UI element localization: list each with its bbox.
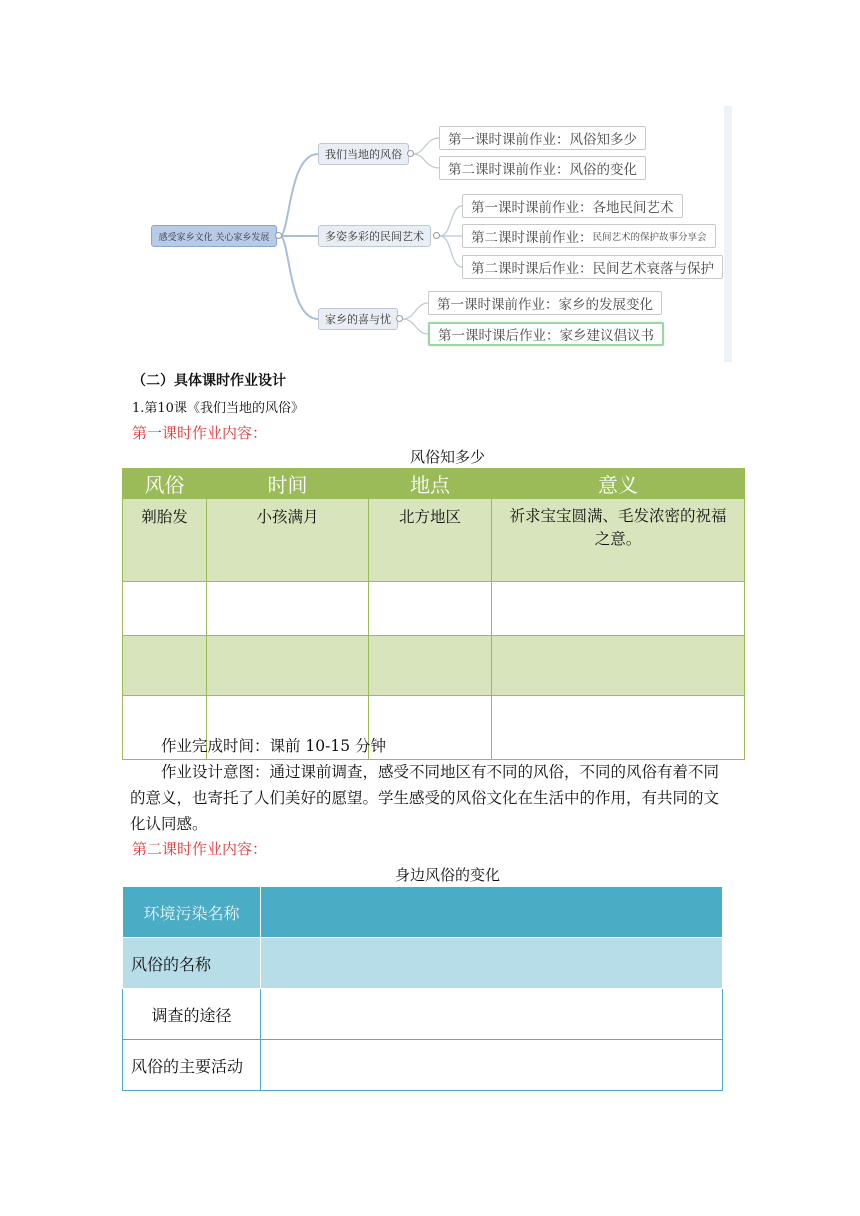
- table-cell: 小孩满月: [207, 499, 369, 582]
- design-intent: 作业设计意图：通过课前调查，感受不同地区有不同的风俗，不同的风俗有着不同的意义，也寄托了人们美好的愿望。学生感受的风俗文化在生活中的作用，有共同的文化认同感。: [130, 763, 720, 833]
- table-cell-label: 调查的途径: [123, 989, 261, 1040]
- period2-heading: 第二课时作业内容：: [132, 840, 268, 858]
- mind-map-leaf[interactable]: 第一课时课前作业：各地民间艺术: [462, 194, 683, 218]
- collapse-toggle-icon[interactable]: [407, 150, 414, 157]
- table-header-cell: 时间: [207, 469, 369, 499]
- table-cell[interactable]: [261, 1040, 723, 1091]
- completion-time: 作业完成时间：课前 10-15 分钟: [161, 737, 387, 755]
- table-cell-label: 环境污染名称: [123, 887, 261, 938]
- table-cell-label: 风俗的名称: [123, 938, 261, 989]
- table-row: [123, 582, 745, 636]
- custom-change-table: [122, 886, 723, 1091]
- table-cell[interactable]: [261, 887, 723, 938]
- mind-map-branch-3[interactable]: 家乡的喜与忧: [318, 308, 398, 330]
- mind-map-branch-1[interactable]: 我们当地的风俗: [318, 143, 409, 165]
- table-cell[interactable]: [123, 582, 207, 636]
- mind-map-leaf-small-label: 民间艺术的保护故事分享会: [592, 232, 707, 243]
- mind-map-branch-2[interactable]: 多姿多彩的民间艺术: [318, 225, 431, 247]
- mind-map-leaf-label: 第二课时课前作业：: [471, 230, 593, 246]
- mind-map-leaf[interactable]: [462, 224, 716, 248]
- collapse-toggle-icon[interactable]: [433, 232, 440, 239]
- collapse-toggle-icon[interactable]: [275, 232, 282, 239]
- table-header-cell: 风俗: [123, 469, 207, 499]
- table-cell[interactable]: [369, 582, 492, 636]
- table-cell: 祈求宝宝圆满、毛发浓密的祝福之意。: [492, 499, 745, 582]
- table-row: [123, 989, 723, 1040]
- mind-map-scroll-strip: [724, 106, 732, 362]
- table-row: [123, 499, 745, 582]
- table-cell-label: 风俗的主要活动: [123, 1040, 261, 1091]
- mind-map-root[interactable]: 感受家乡文化 关心家乡发展: [151, 225, 277, 247]
- mind-map-leaf[interactable]: 第一课时课前作业：风俗知多少: [439, 126, 646, 150]
- table-cell[interactable]: [492, 636, 745, 696]
- table-row: [123, 636, 745, 696]
- collapse-toggle-icon[interactable]: [396, 315, 403, 322]
- table-cell[interactable]: [261, 938, 723, 989]
- mind-map-leaf[interactable]: 第二课时课后作业：民间艺术衰落与保护: [462, 255, 723, 279]
- table-cell[interactable]: [369, 636, 492, 696]
- table-cell: 北方地区: [369, 499, 492, 582]
- mind-map-leaf[interactable]: 第二课时课前作业：风俗的变化: [439, 156, 646, 180]
- table-header-cell: 意义: [492, 469, 745, 499]
- table-cell[interactable]: [123, 636, 207, 696]
- table-row: [123, 938, 723, 989]
- table-cell[interactable]: [207, 636, 369, 696]
- table1-caption: 风俗知多少: [409, 448, 485, 466]
- table-cell[interactable]: [492, 582, 745, 636]
- table-header-row: [123, 469, 745, 499]
- table-cell[interactable]: [261, 989, 723, 1040]
- table-cell: 剃胎发: [123, 499, 207, 582]
- lesson-title: 1.第10课《我们当地的风俗》: [132, 401, 304, 416]
- mind-map-leaf-selected[interactable]: 第一课时课后作业：家乡建议倡议书: [428, 322, 664, 346]
- mind-map: [0, 0, 860, 370]
- mind-map-leaf[interactable]: 第一课时课前作业：家乡的发展变化: [428, 291, 662, 315]
- table-row: [123, 887, 723, 938]
- period1-heading: 第一课时作业内容：: [132, 424, 268, 442]
- customs-table: [122, 468, 745, 760]
- table-header-cell: 地点: [369, 469, 492, 499]
- table-row: [123, 1040, 723, 1091]
- table-cell[interactable]: [207, 582, 369, 636]
- section-heading: （二）具体课时作业设计: [132, 373, 286, 389]
- table2-caption: 身边风俗的变化: [394, 866, 500, 884]
